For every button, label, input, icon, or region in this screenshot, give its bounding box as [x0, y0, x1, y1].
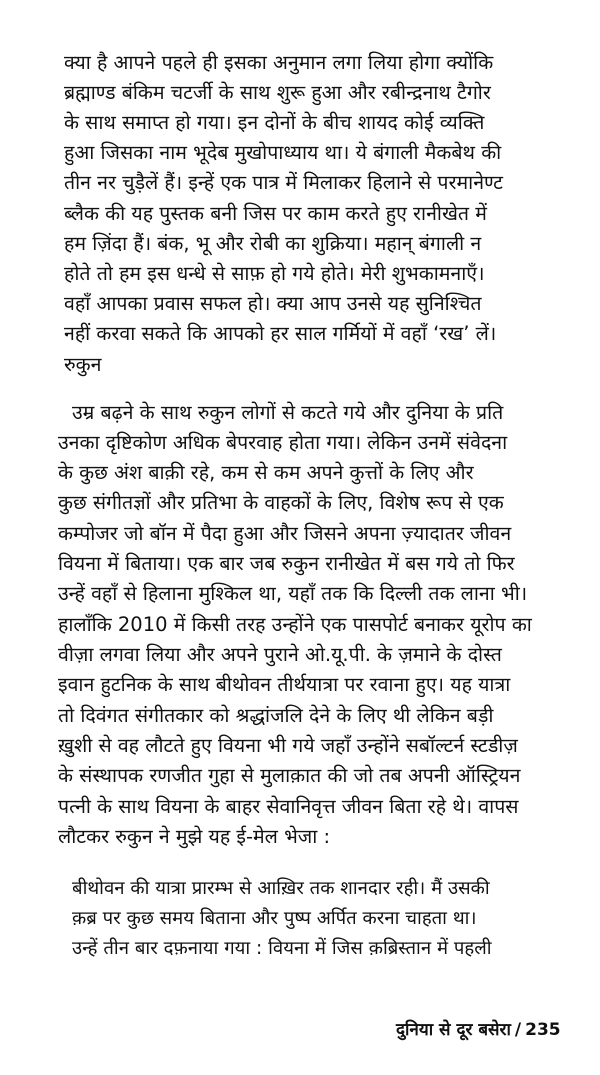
quote-1-line: हुआ जिसका नाम भूदेब मुखोपाध्याय था। ये बंगाली मैकबेथ की — [64, 141, 502, 164]
quote-1-line: के साथ समाप्त हो गया। इन दोनों के बीच शायद कोई व्यक्ति — [64, 111, 485, 134]
body-line: ख़ुशी से वह लौटते हुए वियना भी गये जहाँ उन्होंने सबॉल्टर्न स्टडीज़ — [58, 734, 518, 757]
page-footer — [396, 1017, 561, 1040]
quote-1-line: हम ज़िंदा हैं। बंक, भू और रोबी का शुक्रिया। महान् बंगाली न — [64, 232, 482, 255]
body-line: कम्पोजर जो बॉन में पैदा हुआ और जिसने अपना ज़्यादातर जीवन — [58, 522, 512, 545]
body-line: उम्र बढ़ने के साथ रुकुन लोगों से कटते गये और दुनिया के प्रति — [72, 401, 504, 424]
quote-1-line: ब्रह्माण्ड बंकिम चटर्जी के साथ शुरू हुआ और रबीन्द्रनाथ टैगोर — [64, 81, 491, 104]
quote-1-line: ब्लैक की यह पुस्तक बनी जिस पर काम करते हुए रानीखेत में — [64, 202, 487, 225]
quote-2-line: बीथोवन की यात्रा प्रारम्भ से आख़िर तक शानदार रही। मैं उसकी — [72, 878, 490, 899]
body-line: उन्हें वहाँ से हिलाना मुश्किल था, यहाँ तक कि दिल्ली तक लाना भी। — [58, 582, 528, 605]
quote-1-line: होते तो हम इस धन्धे से साफ़ हो गये होते। मेरी शुभकामनाएँ। — [64, 262, 485, 285]
body-line: लौटकर रुकुन ने मुझे यह ई-मेल भेजा : — [58, 825, 331, 848]
page-number: 235 — [525, 1020, 561, 1040]
footer-separator: / — [514, 1020, 522, 1040]
quote-1-line: क्या है आपने पहले ही इसका अनुमान लगा लिया होगा क्योंकि — [64, 51, 494, 74]
body-line: वियना में बिताया। एक बार जब रुकुन रानीखेत में बस गये तो फिर — [58, 552, 515, 575]
quote-2-line: क़ब्र पर कुछ समय बिताना और पुष्प अर्पित करना चाहता था। — [72, 908, 477, 929]
quote-1-line: वहाँ आपका प्रवास सफल हो। क्या आप उनसे यह सुनिश्चित — [64, 292, 482, 315]
body-line: के कुछ अंश बाक़ी रहे, कम से कम अपने कुत्तों के लिए और — [58, 461, 474, 484]
body-line: उनका दृष्टिकोण अधिक बेपरवाह होता गया। लेकिन उनमें संवेदना — [58, 431, 508, 454]
quote-1-line: तीन नर चुड़ैलें हैं। इन्हें एक पात्र में मिलाकर हिलाने से परमानेण्ट — [64, 171, 503, 194]
body-line: तो दिवंगत संगीतकार को श्रद्धांजलि देने के लिए थी लेकिन बड़ी — [58, 704, 494, 727]
body-line: पत्नी के साथ वियना के बाहर सेवानिवृत्त जीवन बिता रहे थे। वापस — [58, 795, 519, 818]
running-title: दुनिया से दूर बसेरा — [396, 1020, 511, 1040]
quote-2-line: उन्हें तीन बार दफ़नाया गया : वियना में जिस क़ब्रिस्तान में पहली — [72, 938, 492, 959]
quote-1-line: नहीं करवा सकते कि आपको हर साल गर्मियों में वहाँ ‘रख’ लें। — [64, 322, 497, 345]
body-line: कुछ संगीतज्ञों और प्रतिभा के वाहकों के लिए, विशेष रूप से एक — [58, 491, 504, 514]
quote-1-signature: रुकुन — [64, 353, 102, 376]
body-line: वीज़ा लगवा लिया और अपने पुराने ओ.यू.पी. के ज़माने के दोस्त — [58, 643, 502, 666]
body-line: इवान हुटनिक के साथ बीथोवन तीर्थयात्रा पर रवाना हुए। यह यात्रा — [58, 673, 511, 696]
body-line: हालाँकि 2010 में किसी तरह उन्होंने एक पासपोर्ट बनाकर यूरोप का — [58, 613, 532, 636]
body-line: के संस्थापक रणजीत गुहा से मुलाक़ात की जो तब अपनी ऑस्ट्रियन — [58, 764, 521, 787]
